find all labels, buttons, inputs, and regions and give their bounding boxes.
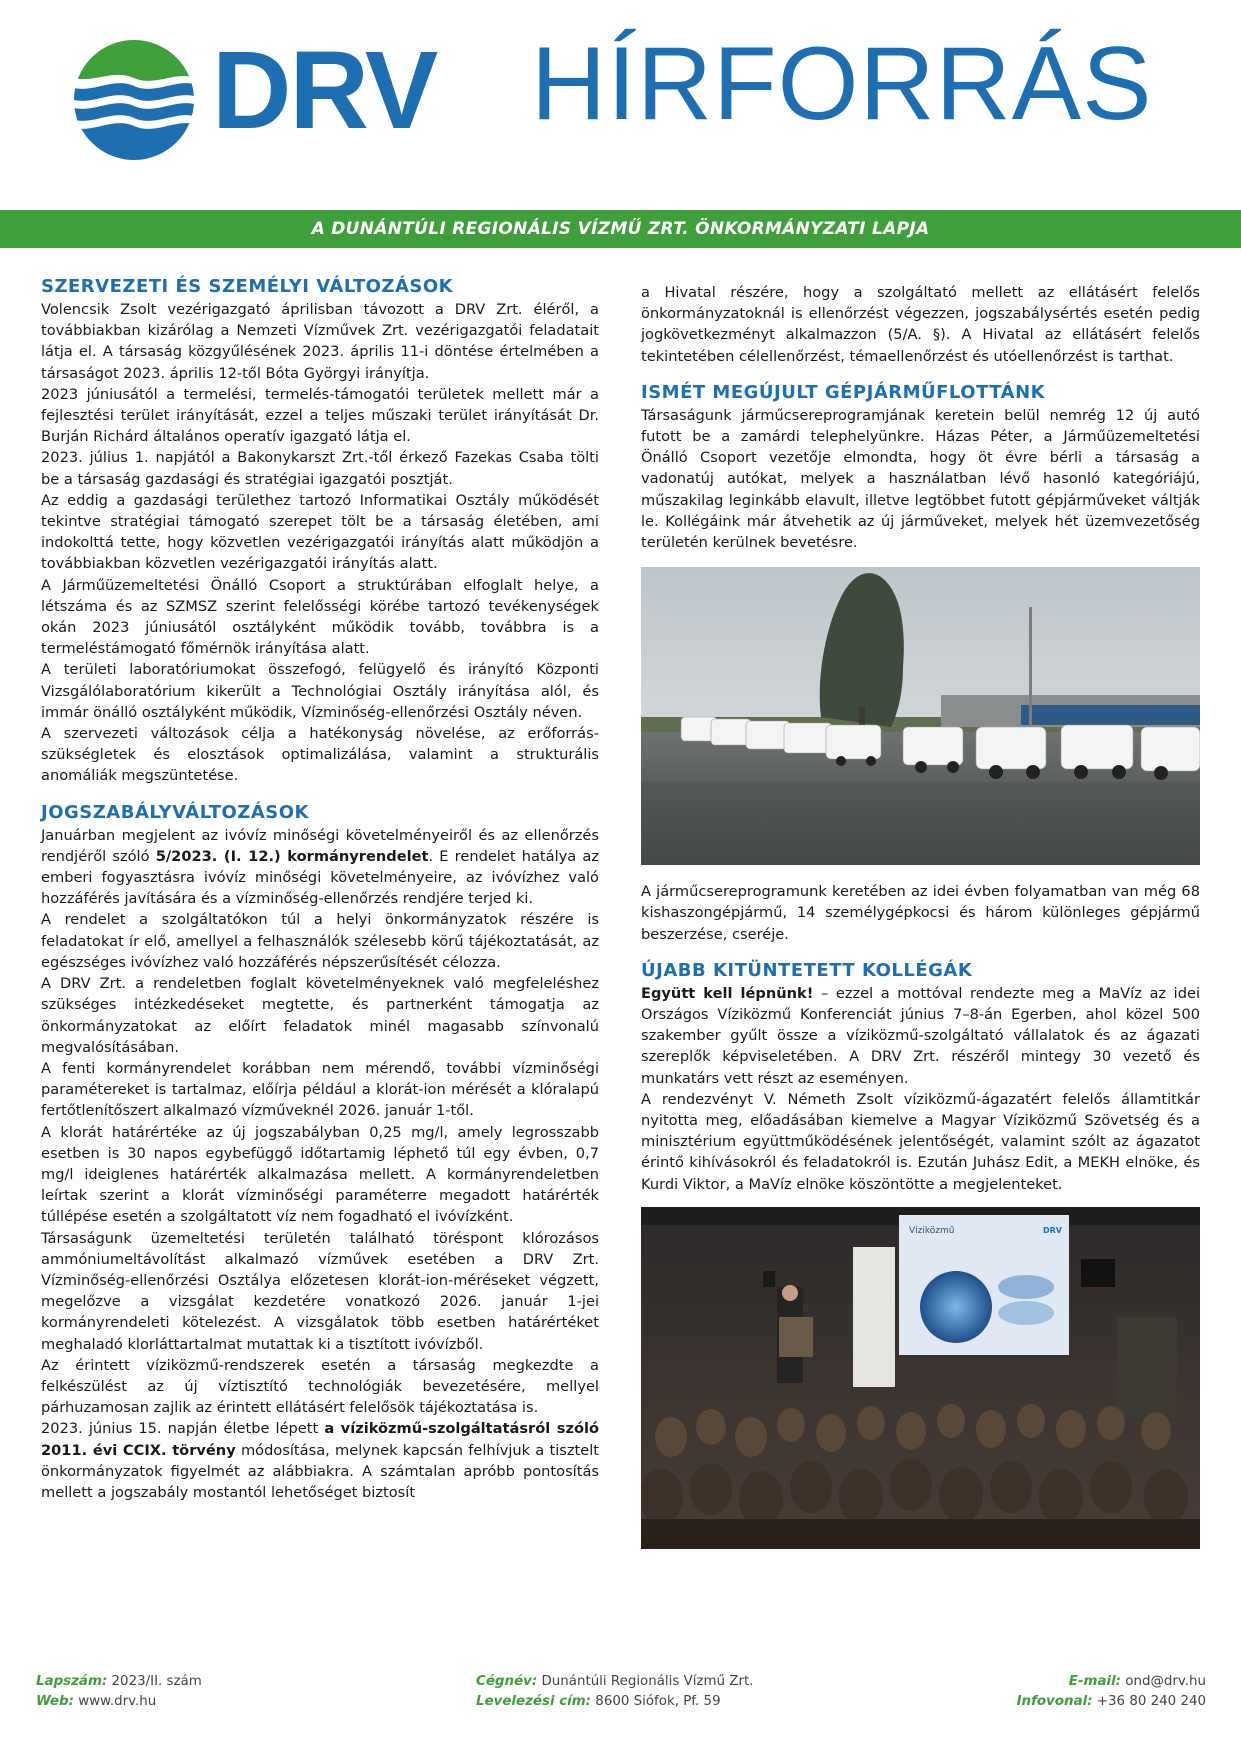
bold-text: a víziközmű-szolgáltatásról szóló 2011. évi CCIX. törvény [41, 1420, 599, 1459]
paragraph: Az érintett víziközmű-rendszerek esetén a társaság megkezdte a felkészülést az új víztisztító technológiák bevezetésére, mellyel párhuzamosan zajlik az érintett ellátásért felelősök tájékoztatása is. [41, 1356, 599, 1417]
slide-brand: DRV [1043, 1225, 1062, 1235]
phone-label: Infovonal: [1016, 1694, 1093, 1709]
address-line [476, 1692, 753, 1712]
text-run: módosítása, melynek kapcsán felhívjuk a tisztelt önkormányzatok figyelmét az alábbiakra. A számtalan apróbb pontosítás mellett a jogszabály mostantól lehetőséget biztosít [41, 1441, 599, 1501]
address-value: 8600 Siófok, Pf. 59 [595, 1694, 721, 1709]
paragraph: Társaságunk üzemeltetési területén található töréspont klórozásos ammóniumeltávolítást alkalmazó vízművek esetében a DRV Zrt. Vízminőség-ellenőrzési Osztálya előzetesen klorát-ion-méréseket végzett, megelőzve a vizsgálat kezdetére vonatkozó 2026. január 1-jei kormányrendeleti kötelezést. A vizsgálatok több esetben határértéket meghaladó klorláttartalmat mutattak ki a tisztított ivóvízből. [41, 1229, 599, 1353]
right-column [641, 282, 1200, 1549]
phone-line [1017, 1692, 1206, 1712]
publication-title: HÍRFORRÁS [531, 26, 1153, 142]
bold-text: 5/2023. (I. 12.) kormányrendelet [155, 847, 429, 865]
footer-company-block [476, 1672, 753, 1712]
issue-label: Lapszám: [36, 1674, 108, 1689]
company-line [476, 1672, 753, 1692]
paragraph: A rendezvényt V. Németh Zsolt víziközmű-ágazatért felelős államtitkár nyitotta meg, előadásában kiemelve a Magyar Víziközmű Szövetség és a minisztérium együttműködésének jelentőségét, valamint szólt az ágazatot érintő kihívásokról és feladatokról is. Ezután Juhász Edit, a MEKH elnöke, és Kurdi Viktor, a MaVíz elnöke köszöntötte a megjelenteket. [641, 1090, 1200, 1193]
paragraph: 2023. július 1. napjától a Bakonykarszt Zrt.-től érkező Fazekas Csaba tölti be a társaság gazdasági és stratégiai igazgatói posztját. [41, 449, 599, 488]
publication-subtitle: A DUNÁNTÚLI REGIONÁLIS VÍZMŰ ZRT. ÖNKORMÁNYZATI LAPJA [311, 219, 930, 239]
paragraph: Az eddig a gazdasági területhez tartozó Informatikai Osztály működését tekintve stratégiai támogató szerepet tölt be a társaság életében, ami indokolttá tette, hogy közvetlen vezérigazgatói irányítás alatt működjön a továbbiakban közvetlen vezérigazgatói irányítás alatt. [41, 491, 599, 573]
paragraph: A Járműüzemeltetési Önálló Csoport a struktúrában elfoglalt helye, a létszáma és az SZMSZ szerint felelősségi körébe tartozó tevékenységek okán 2023 júniusától osztályként működik tovább, továbbra is a termeléstámogató főmérnök irányítása alatt. [41, 576, 599, 658]
paragraph: A klorát határértéke az új jogszabályban 0,25 mg/l, amely legrosszabb esetben is 30 napos egybefüggő időtartamig léphető túl egy évben, 0,7 mg/l ideiglenes határérték alkalmazása mellett. A kormányrendeletben leírtak szerint a klorát vízminőségi paraméterre megadott határérték túllépése esetén a szolgáltatott víz nem fogadható el ivóvízként. [41, 1123, 599, 1226]
text-run: 2023. június 15. napján életbe lépett [41, 1420, 325, 1438]
web-line [36, 1692, 202, 1712]
paragraph: A fenti kormányrendelet korábban nem mérendő, további vízminőségi paramétereket is tartalmaz, előírja például a klorát-ion mérését a klóralapú fertőtlenítőszert alkalmazó vízműveknél 2026. január 1-től. [41, 1059, 599, 1120]
web-link[interactable]: www.drv.hu [78, 1694, 157, 1709]
phone-link[interactable]: +36 80 240 240 [1096, 1694, 1206, 1709]
footer-issue-block [36, 1672, 202, 1712]
address-label: Levelezési cím: [476, 1694, 592, 1709]
section-heading: JOGSZABÁLYVÁLTOZÁSOK [41, 801, 309, 823]
paragraph: 2023 júniusától a termelési, termelés-támogatói területek mellett már a fejlesztési terület irányítását, ezzel a teljes műszaki terület irányítását Dr. Burján Richárd általános operatív igazgató látja el. [41, 385, 599, 446]
slide-title: Víziközmű [909, 1225, 955, 1236]
paragraph: Társaságunk járműcsereprogramjának keretein belül nemrég 12 új autó futott be a zamárdi telephelyünkre. Házas Péter, a Járműüzemeltetési Önálló Csoport vezetője elmondta, hogy öt évre bérli a társaság a vadonatúj autókat, melyek a használatban lévő hasonló kategóriájú, műszakilag leginkább elavult, illetve legtöbbet futott gépjárműveket váltják le. Kollégáink már átvehetik az új járműveket, melyek hét üzemvezetőség területén kerülnek bevetésre. [641, 406, 1200, 552]
email-line [1017, 1672, 1206, 1692]
drv-wave-logo-icon [68, 40, 200, 160]
paragraph: A DRV Zrt. a rendeletben foglalt követelményeknek való megfeleléshez szükséges intézkedéseket megtette, és partnerként támogatja az önkormányzatokat az előírt feladatok minél magasabb színvonalú megvalósításában. [41, 975, 599, 1056]
email-label: E-mail: [1068, 1674, 1122, 1689]
paragraph: A rendelet a szolgáltatókon túl a helyi önkormányzatok részére is feladatokat ír elő, amellyel a felhasználók szélesebb körű tájékoztatását, az egészséges ivóvízhez való hozzáférés népszerűsítését célozza. [41, 911, 599, 971]
section-heading: ÚJABB KITÜNTETETT KOLLÉGÁK [641, 959, 973, 981]
section-heading: SZERVEZETI ÉS SZEMÉLYI VÁLTOZÁSOK [41, 276, 454, 297]
company-label: Cégnév: [476, 1674, 538, 1689]
conference-photo [641, 1207, 1200, 1549]
issue-value: 2023/II. szám [111, 1674, 202, 1689]
web-label: Web: [36, 1694, 74, 1709]
bold-text: Együtt kell lépnünk! [641, 984, 814, 1002]
paragraph: a Hivatal részére, hogy a szolgáltató mellett az ellátásért felelős önkormányzatoknál is ellenőrzést végezzen, jogszabálysértés esetén pedig jogkövetkezményt alkalmazzon (5/A. §). A Hivatal az ellátásért felelős tekintetében célellenőrzést, témaellenőrzést és utóellenőrzést is tarthat. [641, 284, 1200, 365]
footer-contact-block [1017, 1672, 1206, 1712]
paragraph [41, 825, 599, 910]
section-heading: ISMÉT MEGÚJULT GÉPJÁRMŰFLOTTÁNK [641, 381, 1046, 403]
left-column [41, 275, 599, 1503]
masthead [0, 0, 1241, 210]
text-run: Januárban megjelent az ivóvíz minőségi követelményeiről és az ellenőrzés rendjéről szóló [41, 826, 599, 865]
vehicle-fleet-image [641, 567, 1200, 865]
issue-line [36, 1672, 202, 1692]
paragraph [641, 983, 1200, 1089]
text-run: . E rendelet hatálya az emberi fogyasztásra ivóvíz minőségi követelményeire, az ivóvízhez való hozzáférés javítására és a vízminőség-ellenőrzés rendjére terjed ki. [41, 847, 599, 908]
paragraph: A járműcsereprogramunk keretében az idei évben folyamatban van még 68 kishaszongépjármű, 14 személygépkocsi és három különleges gépjármű beszerzése, cseréje. [641, 883, 1200, 943]
company-value: Dunántúli Regionális Vízmű Zrt. [541, 1674, 754, 1689]
logo-wordmark: DRV [212, 29, 437, 152]
fleet-photo [641, 567, 1200, 865]
paragraph [41, 1418, 599, 1503]
subtitle-bar [0, 210, 1241, 248]
conference-hall-image [641, 1207, 1200, 1549]
paragraph: Volencsik Zsolt vezérigazgató áprilisban távozott a DRV Zrt. éléről, a továbbiakban kizárólag a Nemzeti Vízművek Zrt. vezérigazgatói feladatait látja el. A társaság közgyűlésének 2023. április 11-i döntése értelmében a társaságot 2023. április 12-től Bóta Györgyi irányítja. [41, 301, 599, 382]
paragraph: A szervezeti változások célja a hatékonyság növelése, az erőforrás-szükségletek és elosztások optimalizálása, valamint a strukturális anomáliák megszüntetése. [41, 725, 599, 785]
text-run: – ezzel a mottóval rendezte meg a MaVíz az idei Országos Víziközmű Konferenciát június 7–8-án Egerben, ahol közel 500 szakember gyűlt össze a víziközmű-szolgáltató vállalatok és az ágazati szereplők képviseletében. A DRV Zrt. részéről mintegy 30 vezető és munkatárs vett részt az eseményen. [641, 984, 1200, 1087]
paragraph: A területi laboratóriumokat összefogó, felügyelő és irányító Központi Vizsgálólaboratórium kikerült a Technológiai Osztály irányítása alól, és immár önálló osztályként működik, Vízminőség-ellenőrzési Osztály néven. [41, 661, 599, 721]
footer [0, 1672, 1241, 1732]
email-link[interactable]: ond@drv.hu [1125, 1674, 1206, 1689]
